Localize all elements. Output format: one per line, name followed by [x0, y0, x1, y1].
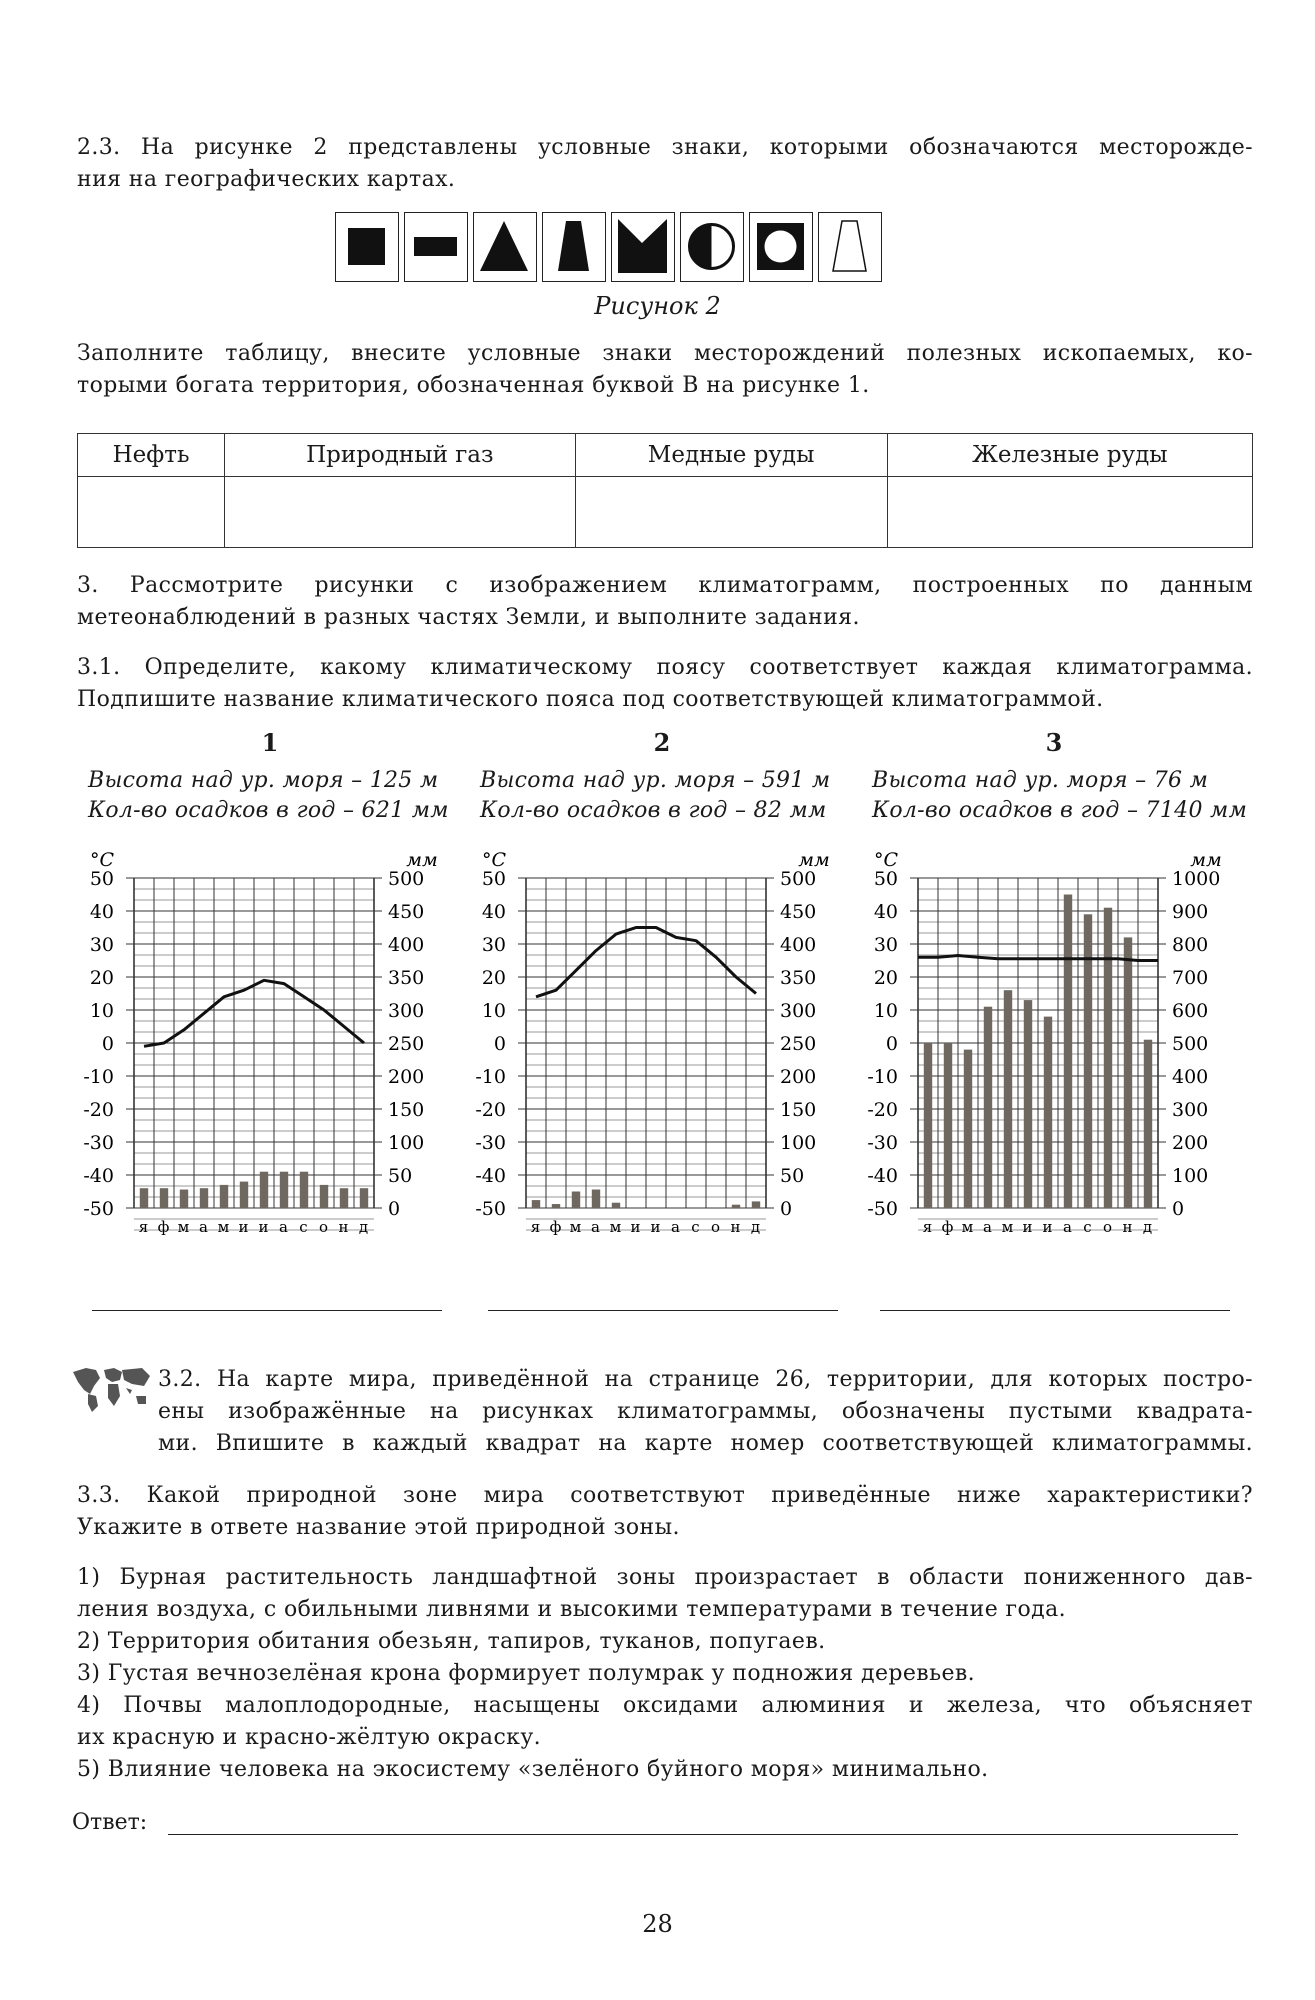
precipitation-bar	[1044, 1017, 1052, 1208]
month-tick-label: и	[258, 1218, 270, 1236]
temp-unit-label: °С	[482, 849, 507, 871]
precipitation-bar	[752, 1201, 760, 1208]
climate-belt-answer-line-3[interactable]	[880, 1310, 1230, 1311]
month-tick-label: о	[1102, 1218, 1114, 1236]
month-tick-label: с	[299, 1218, 309, 1236]
text-line: 3) Густая вечнозелёная крона формирует полумрак у подножия деревьев.	[77, 1661, 976, 1686]
month-tick-label: н	[338, 1218, 350, 1236]
month-tick-label: а	[671, 1218, 681, 1236]
precip-tick-label: 50	[388, 1165, 413, 1187]
text-line: 2.3. На рисунке 2 представлены условные знаки, которыми обозначаются месторожде-	[77, 135, 1253, 160]
filled-m-shape-icon	[611, 212, 675, 282]
precip-unit-label: мм	[798, 849, 830, 871]
precipitation-bar	[280, 1172, 288, 1208]
precip-tick-label: 200	[1172, 1132, 1209, 1154]
temp-tick-label: -40	[475, 1165, 506, 1187]
hollow-trapezoid-icon	[818, 212, 882, 282]
altitude-label: Высота над ур. моря – 125 м	[88, 768, 439, 793]
temp-tick-label: 10	[481, 1000, 506, 1022]
precip-tick-label: 400	[388, 934, 425, 956]
precipitation-bar	[572, 1192, 580, 1209]
month-tick-label: с	[1083, 1218, 1093, 1236]
month-tick-label: м	[609, 1218, 623, 1236]
temp-tick-label: -50	[83, 1198, 114, 1220]
precip-tick-label: 150	[388, 1099, 425, 1121]
precip-tick-label: 300	[780, 1000, 817, 1022]
answer-cell-iron[interactable]	[887, 477, 1252, 548]
month-tick-label: ф	[549, 1218, 563, 1236]
month-tick-label: я	[138, 1218, 150, 1236]
precipitation-bar	[552, 1204, 560, 1208]
filled-trapezoid-icon	[542, 212, 606, 282]
text-line: ми. Впишите в каждый квадрат на карте номер соответствующей климатограммы.	[158, 1431, 1253, 1456]
precipitation-bar	[532, 1200, 540, 1208]
text-line: 3.2. На карте мира, приведённой на странице 26, территории, для которых постро-	[158, 1367, 1253, 1392]
precipitation-bar	[592, 1190, 600, 1208]
half-filled-circle-icon	[680, 212, 744, 282]
temp-tick-label: 20	[89, 967, 114, 989]
precipitation-bar	[964, 1050, 972, 1208]
task-3-1-text	[77, 652, 1253, 716]
month-tick-label: и	[630, 1218, 642, 1236]
precip-tick-label: 700	[1172, 967, 1209, 989]
chart-grid	[518, 878, 774, 1230]
precip-tick-label: 250	[388, 1033, 425, 1055]
climatogram-3	[866, 728, 1248, 1248]
temp-unit-label: °С	[90, 849, 115, 871]
climatogram-number: 2	[653, 728, 671, 757]
temp-tick-label: 10	[873, 1000, 898, 1022]
month-tick-label: о	[318, 1218, 330, 1236]
temp-tick-label: 0	[101, 1033, 114, 1055]
altitude-label: Высота над ур. моря – 591 м	[480, 768, 831, 793]
text-line: метеонаблюдений в разных частях Земли, и выполните задания.	[77, 605, 860, 630]
precip-tick-label: 300	[388, 1000, 425, 1022]
temp-tick-label: -20	[83, 1099, 114, 1121]
month-tick-label: н	[730, 1218, 742, 1236]
task-3-2-text	[158, 1364, 1253, 1460]
precip-unit-label: мм	[406, 849, 438, 871]
month-tick-label: о	[710, 1218, 722, 1236]
month-tick-label: м	[177, 1218, 191, 1236]
precipitation-bar	[240, 1182, 248, 1208]
month-tick-label: а	[279, 1218, 289, 1236]
temp-tick-label: 30	[481, 934, 506, 956]
task-3-intro	[77, 570, 1253, 634]
month-tick-label: с	[691, 1218, 701, 1236]
precip-tick-label: 500	[1172, 1033, 1209, 1055]
month-tick-label: м	[569, 1218, 583, 1236]
world-map-icon	[70, 1364, 152, 1414]
month-tick-label: д	[1142, 1218, 1154, 1236]
temp-tick-label: -20	[867, 1099, 898, 1121]
precip-tick-label: 200	[388, 1066, 425, 1088]
precipitation-bar	[260, 1172, 268, 1208]
precip-unit-label: мм	[1190, 849, 1222, 871]
text-line: 4) Почвы малоплодородные, насыщены оксидами алюминия и железа, что объясняет	[77, 1693, 1253, 1718]
precipitation-bar	[924, 1043, 932, 1208]
text-line: ены изображённые на рисунках климатограммы, обозначены пустыми квадрата-	[158, 1399, 1253, 1424]
text-line: Укажите в ответе название этой природной зоны.	[77, 1515, 680, 1540]
temp-tick-label: 40	[89, 901, 114, 923]
text-line: 3.1. Определите, какому климатическому поясу соответствует каждая климатограмма.	[77, 655, 1253, 680]
precipitation-bar	[220, 1185, 228, 1208]
temp-tick-label: 20	[481, 967, 506, 989]
precipitation-bar	[1004, 990, 1012, 1208]
precip-tick-label: 600	[1172, 1000, 1209, 1022]
precip-tick-label: 450	[388, 901, 425, 923]
table-answer-row	[78, 477, 1253, 548]
month-tick-label: и	[1042, 1218, 1054, 1236]
precipitation-bar	[340, 1188, 348, 1208]
precipitation-bar	[300, 1172, 308, 1208]
header-natural-gas: Природный газ	[225, 434, 575, 477]
precipitation-bar	[200, 1188, 208, 1208]
task-2-3-text	[77, 132, 1253, 196]
month-tick-label: ф	[157, 1218, 171, 1236]
text-line: их красную и красно-жёлтую окраску.	[77, 1725, 542, 1750]
text-line: 3. Рассмотрите рисунки с изображением климатограмм, построенных по данным	[77, 573, 1253, 598]
precip-tick-label: 1000	[1172, 868, 1221, 890]
temp-tick-label: -30	[867, 1132, 898, 1154]
precip-tick-label: 300	[1172, 1099, 1209, 1121]
precip-tick-label: 450	[780, 901, 817, 923]
temp-tick-label: -30	[475, 1132, 506, 1154]
precip-tick-label: 0	[780, 1198, 793, 1220]
table-header-row	[78, 434, 1253, 477]
temp-tick-label: -10	[867, 1066, 898, 1088]
precipitation-bar	[984, 1007, 992, 1208]
month-tick-label: а	[591, 1218, 601, 1236]
month-tick-label: и	[238, 1218, 250, 1236]
precip-tick-label: 200	[780, 1066, 817, 1088]
month-tick-label: а	[199, 1218, 209, 1236]
figure-caption: Рисунок 2	[594, 292, 721, 320]
month-tick-label: м	[961, 1218, 975, 1236]
temp-tick-label: 10	[89, 1000, 114, 1022]
precip-total-label: Кол-во осадков в год – 82 мм	[480, 798, 827, 823]
deposits-table	[77, 433, 1253, 548]
text-line: ния на географических картах.	[77, 167, 456, 192]
precip-tick-label: 100	[388, 1132, 425, 1154]
temp-tick-label: -30	[83, 1132, 114, 1154]
precipitation-bar	[1144, 1040, 1152, 1208]
climatogram-1	[82, 728, 458, 1248]
deposit-symbols-figure	[335, 212, 887, 282]
precip-tick-label: 350	[780, 967, 817, 989]
text-line: 1) Бурная растительность ландшафтной зоны произрастает в области пониженного дав-	[77, 1565, 1253, 1590]
precipitation-bar	[944, 1043, 952, 1208]
temp-tick-label: -50	[867, 1198, 898, 1220]
precip-tick-label: 250	[780, 1033, 817, 1055]
hollow-circle-in-square-icon	[749, 212, 813, 282]
climatogram-plot	[866, 838, 1242, 1258]
answer-line[interactable]	[168, 1834, 1238, 1835]
temp-tick-label: 20	[873, 967, 898, 989]
chart-grid	[126, 878, 382, 1230]
text-line: 2) Территория обитания обезьян, тапиров, туканов, попугаев.	[77, 1629, 826, 1654]
precip-total-label: Кол-во осадков в год – 621 мм	[88, 798, 449, 823]
header-copper-ores: Медные руды	[575, 434, 887, 477]
answer-cell-oil[interactable]	[78, 477, 225, 548]
precipitation-bar	[1024, 1000, 1032, 1208]
climatogram-number: 3	[1045, 728, 1063, 757]
precipitation-bar	[1104, 908, 1112, 1208]
filled-rectangle-icon	[404, 212, 468, 282]
precip-tick-label: 0	[388, 1198, 401, 1220]
text-line: Заполните таблицу, внесите условные знаки месторождений полезных ископаемых, ко-	[77, 341, 1253, 366]
month-tick-label: д	[750, 1218, 762, 1236]
text-line: Подпишите название климатического пояса под соответствующей климатограммой.	[77, 687, 1104, 712]
text-line: 5) Влияние человека на экосистему «зелёного буйного моря» минимально.	[77, 1757, 989, 1782]
altitude-label: Высота над ур. моря – 76 м	[872, 768, 1209, 793]
climatogram-2	[474, 728, 850, 1248]
temp-tick-label: 0	[493, 1033, 506, 1055]
filled-triangle-icon	[473, 212, 537, 282]
temp-tick-label: -10	[475, 1066, 506, 1088]
task-3-3-text	[77, 1480, 1253, 1544]
precip-tick-label: 0	[1172, 1198, 1185, 1220]
answer-label: Ответ:	[72, 1810, 148, 1835]
text-line: ления воздуха, с обильными ливнями и высокими температурами в течение года.	[77, 1597, 1066, 1622]
month-tick-label: и	[1022, 1218, 1034, 1236]
precipitation-bar	[732, 1205, 740, 1208]
precipitation-bar	[360, 1188, 368, 1208]
page-number: 28	[642, 1910, 673, 1938]
header-oil: Нефть	[78, 434, 225, 477]
table-instruction	[77, 338, 1253, 402]
precip-tick-label: 500	[388, 868, 425, 890]
precip-tick-label: 50	[780, 1165, 805, 1187]
month-tick-label: д	[358, 1218, 370, 1236]
temp-tick-label: 50	[873, 868, 898, 890]
temp-tick-label: 0	[885, 1033, 898, 1055]
precipitation-bar	[612, 1203, 620, 1208]
temp-unit-label: °С	[874, 849, 899, 871]
precipitation-bar	[712, 1207, 720, 1208]
precipitation-bar	[320, 1185, 328, 1208]
text-line: 3.3. Какой природной зоне мира соответствуют приведённые ниже характеристики?	[77, 1483, 1253, 1508]
month-tick-label: м	[217, 1218, 231, 1236]
climatogram-plot	[474, 838, 850, 1258]
month-tick-label: а	[1063, 1218, 1073, 1236]
temp-tick-label: 50	[481, 868, 506, 890]
temp-tick-label: 50	[89, 868, 114, 890]
climatogram-number: 1	[261, 728, 279, 757]
month-tick-label: я	[922, 1218, 934, 1236]
temp-tick-label: -40	[867, 1165, 898, 1187]
precip-tick-label: 500	[780, 868, 817, 890]
month-tick-label: н	[1122, 1218, 1134, 1236]
month-tick-label: и	[650, 1218, 662, 1236]
filled-square-icon	[335, 212, 399, 282]
precipitation-bar	[1124, 937, 1132, 1208]
answer-cell-gas[interactable]	[225, 477, 575, 548]
temp-tick-label: -10	[83, 1066, 114, 1088]
text-line: торыми богата территория, обозначенная буквой В на рисунке 1.	[77, 373, 870, 398]
temp-tick-label: -40	[83, 1165, 114, 1187]
month-tick-label: ф	[941, 1218, 955, 1236]
task-3-3-items	[77, 1562, 1253, 1786]
precip-tick-label: 800	[1172, 934, 1209, 956]
month-tick-label: а	[983, 1218, 993, 1236]
precipitation-bar	[160, 1188, 168, 1208]
precipitation-bar	[140, 1188, 148, 1208]
precip-tick-label: 100	[780, 1132, 817, 1154]
temp-tick-label: 30	[89, 934, 114, 956]
precip-tick-label: 900	[1172, 901, 1209, 923]
month-tick-label: м	[1001, 1218, 1015, 1236]
precipitation-bar	[180, 1190, 188, 1208]
temp-tick-label: 30	[873, 934, 898, 956]
temp-tick-label: -50	[475, 1198, 506, 1220]
climate-belt-answer-line-1[interactable]	[92, 1310, 442, 1311]
header-iron-ores: Железные руды	[887, 434, 1252, 477]
precip-tick-label: 350	[388, 967, 425, 989]
temp-tick-label: -20	[475, 1099, 506, 1121]
precip-tick-label: 150	[780, 1099, 817, 1121]
answer-cell-copper[interactable]	[575, 477, 887, 548]
precipitation-bar	[1064, 895, 1072, 1209]
month-tick-label: я	[530, 1218, 542, 1236]
climate-belt-answer-line-2[interactable]	[488, 1310, 838, 1311]
temp-tick-label: 40	[481, 901, 506, 923]
temp-tick-label: 40	[873, 901, 898, 923]
precip-tick-label: 400	[780, 934, 817, 956]
climatogram-plot	[82, 838, 458, 1258]
precip-total-label: Кол-во осадков в год – 7140 мм	[872, 798, 1248, 823]
precip-tick-label: 400	[1172, 1066, 1209, 1088]
precip-tick-label: 100	[1172, 1165, 1209, 1187]
